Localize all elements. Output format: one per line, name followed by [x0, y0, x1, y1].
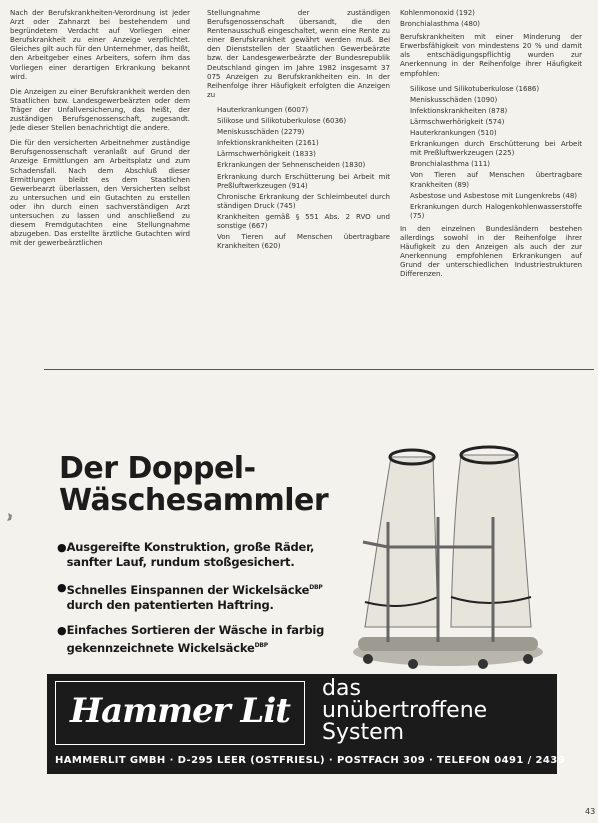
list-item: Bronchialasthma (111) [410, 159, 491, 169]
list-item: Erkrankungen der Sehnenscheiden (1830) [217, 160, 366, 170]
list-item: Krankheiten gemäß § 551 Abs. 2 RVO und sonstige (667) [217, 211, 390, 230]
list-item: Lärmschwerhörigkeit (574) [410, 116, 505, 126]
list-item: Von Tieren auf Menschen übertragbare Krankheiten (89) [410, 170, 582, 189]
report-list-continued [400, 8, 582, 28]
article-paragraph: Stellungnahme der zuständigen Berufsgenossenschaft übersandt, die den Rentenausschuß eingeschaltet, wenn eine Rente zu einer Berufskrankheit gewährt werden muß. Bei den Dienststellen der Staatlichen Gewerbeärzte bzw. der Landesgewerbeärzte der Bundesrepublik Deutschland gingen im Jahre 1982 insgesamt 37 075 Anzeigen zu Berufskrankheiten ein. In der Reihenfolge ihrer Häufigkeit erfolgten die Anzeigen zu [207, 8, 390, 99]
laundry-cart-illustration [343, 437, 553, 677]
article-column-1 [10, 8, 190, 253]
trademark-mark: DBP [309, 584, 323, 591]
scan-speck-icon [6, 512, 14, 522]
brand-banner [47, 674, 565, 774]
article-paragraph: Berufskrankheiten mit einer Minderung der Erwerbsfähigkeit von mindestens 20 % und damit als entschädigungspflichtig wurden zur Anerkennung in der Reihenfolge ihrer Häufigkeit empfohlen: [400, 32, 582, 78]
trademark-mark: DBP [254, 641, 268, 649]
feature-text: Einfaches Sortieren der Wäsche in farbig gekennzeichnete Wickelsäcke$^{DBP}$ [66, 622, 325, 655]
article-paragraph: In den einzelnen Bundesländern bestehen allerdings sowohl in der Reihenfolge ihrer Häufigkeit zu den Anzeigen als auch der zur Anerkennung empfohlenen Erkrankungen auf Grund der unterschiedlichen Industriestrukturen Differenzen. [400, 223, 582, 279]
list-item: Infektionskrankheiten (2161) [217, 138, 319, 148]
slogan-line: das [322, 676, 361, 701]
slogan-line: unübertroffene [322, 698, 488, 723]
list-item: Silikose und Silikotuberkulose (1686) [410, 83, 540, 93]
article-paragraph: Die für den versicherten Arbeitnehmer zuständige Berufsgenossenschaft veranlaßt auf Grund der Anzeige Ermittlungen am Arbeitsplatz und zum Schadensfall. Nach dem Abschluß dieser Ermittlungen bleibt es dem Staatlichen Gewerbearzt überlassen, den Versicherten selbst zu untersuchen und ein Gutachten zu erstellen oder ihn durch einen sachverständigen Arzt untersuchen zu lassen und anschließend zu diesem Fremdgutachten eine Stellungnahme abzugeben. Das erstellte ärztliche Gutachten wird mit der gewerbeärztlichen [10, 138, 190, 248]
article-paragraph: Nach der Berufskrankheiten-Verordnung ist jeder Arzt oder Zahnarzt bei bestehendem und begründetem Verdacht auf Vorliegen einer Berufskrankheit zu einer Anzeige verpflichtet. Gleiches gilt auch für den Unternehmer, das heißt, den Arbeitgeber eines Arbeiters, sofern ihm das Vorliegen einer derartigen Erkrankung bekannt wird. [10, 8, 190, 81]
list-item: Erkrankung durch Erschütterung bei Arbeit mit Preßluftwerkzeugen (914) [217, 171, 390, 190]
bullet-icon: ● [57, 541, 67, 554]
feature-list [57, 540, 347, 666]
ad-headline-line: Wäschesammler [59, 483, 329, 518]
brand-slogan [322, 678, 487, 744]
ad-headline-line: Der Doppel- [59, 451, 256, 486]
advertisement [47, 437, 565, 782]
slogan-line: System [322, 720, 405, 745]
list-item: Infektionskrankheiten (878) [410, 105, 508, 115]
list-item: Erkrankungen durch Halogenkohlenwasserstoffe (75) [410, 201, 582, 220]
article-paragraph: Die Anzeigen zu einer Berufskrankheit werden den Staatlichen bzw. Landesgewerbeärzten oder dem Träger der Unfallversicherung, das heißt, der zuständigen Berufsgenossenschaft, zugesandt. Jede dieser Stellen benachrichtigt die andere. [10, 86, 190, 133]
feature-item [57, 623, 347, 656]
feature-text: Schnelles Einspannen der Wickelsäcke$^{DBP}$ durch den patentierten Haftring. [66, 582, 323, 612]
report-list [207, 105, 390, 250]
list-item: Erkrankungen durch Erschütterung bei Arbeit mit Preßluftwerkzeugen (225) [410, 139, 582, 158]
list-item: Lärmschwerhörigkeit (1833) [217, 149, 316, 159]
ad-headline [59, 453, 328, 517]
list-item: Hauterkrankungen (6007) [217, 104, 309, 114]
list-item: Meniskusschäden (2279) [217, 127, 305, 137]
brand-logo [55, 681, 305, 745]
bullet-icon: ● [57, 623, 67, 637]
list-item: Kohlenmonoxid (192) [400, 8, 475, 17]
list-item: Chronische Erkrankung der Schleimbeutel durch ständigen Druck (745) [217, 191, 390, 210]
list-item: Asbestose und Asbestose mit Lungenkrebs (48) [410, 190, 577, 200]
feature-text: Ausgereifte Konstruktion, große Räder, sanfter Lauf, rundum stoßgesichert. [66, 540, 315, 569]
company-address: HAMMERLIT GMBH · D-295 LEER (OSTFRIESL) · POSTFACH 309 · TELEFON 0491 / 2439 [55, 755, 565, 766]
logo-wordmark: Hammer Lit [69, 691, 290, 731]
list-item: Meniskusschäden (1090) [410, 94, 498, 104]
feature-item [57, 540, 347, 570]
bullet-icon: ● [57, 581, 67, 594]
list-item: Von Tieren auf Menschen übertragbare Krankheiten (620) [217, 232, 390, 251]
section-divider [44, 369, 594, 370]
article-column-3 [400, 8, 582, 284]
article-column-2 [207, 8, 390, 254]
list-item: Bronchialasthma (480) [400, 19, 481, 29]
list-item: Silikose und Silikotuberkulose (6036) [217, 116, 347, 126]
recognition-list [400, 84, 582, 220]
feature-item [57, 580, 347, 613]
list-item: Hauterkrankungen (510) [410, 128, 497, 138]
page-number: 43 [585, 807, 596, 816]
